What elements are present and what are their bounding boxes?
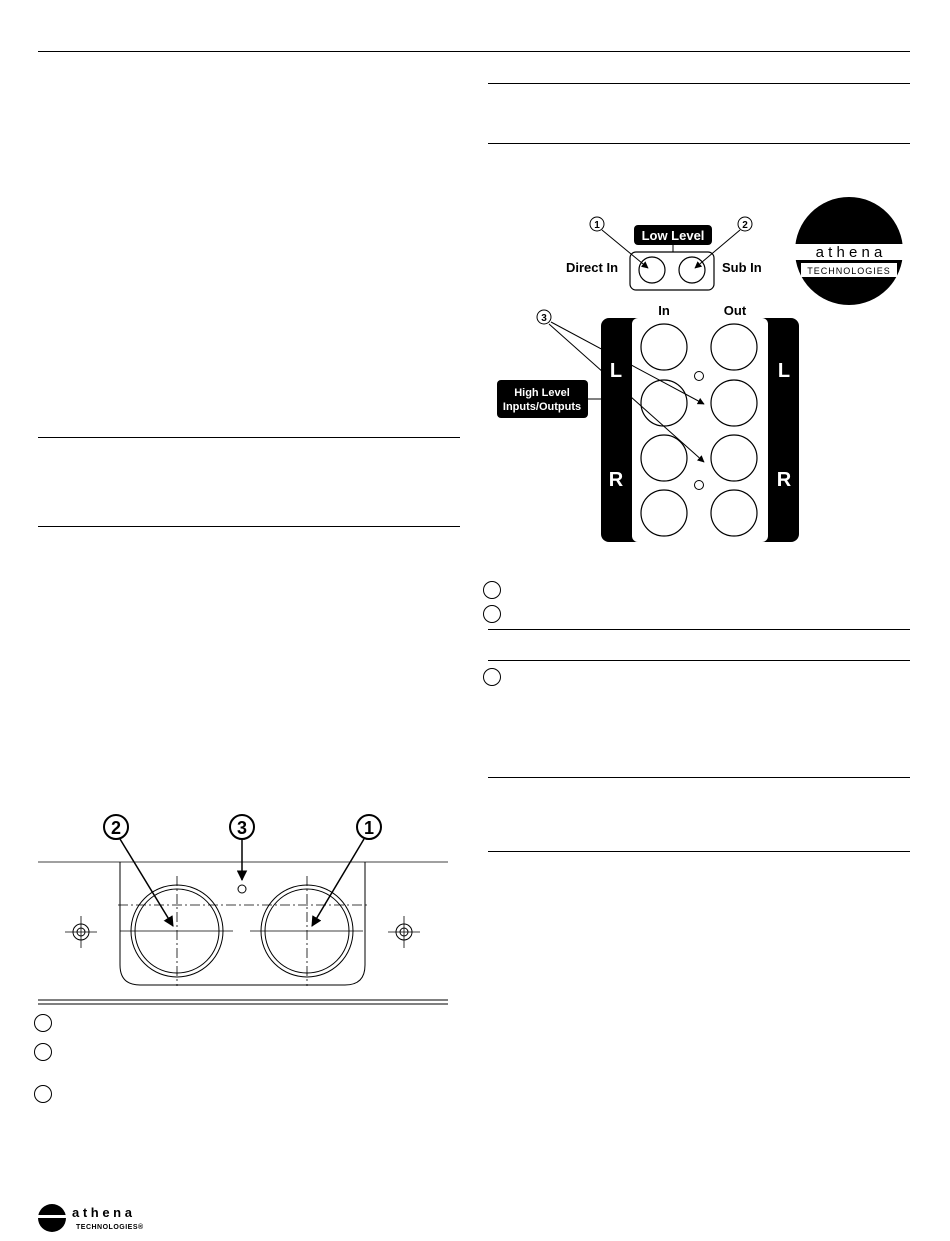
- jack-L-in-1: [641, 324, 687, 370]
- jack-L-out-2: [711, 380, 757, 426]
- out-label: Out: [723, 303, 747, 318]
- right-rule-2: [488, 143, 910, 144]
- front-indicator: [238, 885, 246, 893]
- footer-athena-logo: [38, 1200, 158, 1236]
- right-marker-2: [483, 605, 501, 623]
- right-rule-1: [488, 83, 910, 84]
- callout-3-top: 3: [541, 313, 547, 324]
- in-label: In: [658, 303, 670, 318]
- right-R-label: R: [776, 469, 792, 491]
- left-R-label: R: [608, 469, 624, 491]
- logo-letters: a t h e n a: [815, 244, 883, 261]
- left-rule-1: [38, 437, 460, 438]
- callout-3-bottom: 3: [236, 818, 248, 838]
- right-rule-6: [488, 851, 910, 852]
- front-panel-diagram: [38, 810, 458, 1010]
- left-marker-1: [34, 1014, 52, 1032]
- direct-in-jack: [639, 257, 665, 283]
- right-rule-5: [488, 777, 910, 778]
- high-level-label-2: Inputs/Outputs: [502, 401, 582, 413]
- left-marker-2: [34, 1043, 52, 1061]
- logo-technologies: TECHNOLOGIES: [807, 266, 891, 276]
- right-L-label: L: [777, 360, 791, 382]
- right-marker-3: [483, 668, 501, 686]
- low-level-jack-box: [630, 252, 714, 290]
- callout-2-bottom: 2: [110, 818, 122, 838]
- high-level-label-1: High Level: [514, 387, 570, 399]
- low-level-label: Low Level: [641, 228, 705, 243]
- front-panel-recess: [120, 862, 365, 985]
- callout-1-top: 1: [594, 220, 600, 231]
- sub-in-jack: [679, 257, 705, 283]
- indicator-R: [695, 481, 704, 490]
- direct-in-label: Direct In: [566, 260, 619, 275]
- right-rule-4: [488, 660, 910, 661]
- callout-1-bottom: 1: [363, 818, 375, 838]
- right-rule-3: [488, 629, 910, 630]
- callout-2-top: 2: [742, 220, 748, 231]
- jack-R-out-1: [711, 435, 757, 481]
- footer-brand: a t h e n a: [72, 1205, 132, 1220]
- jack-R-in-1: [641, 435, 687, 481]
- header-rule: [38, 51, 910, 52]
- athena-logo: [795, 197, 905, 307]
- left-marker-3: [34, 1085, 52, 1103]
- sub-in-label: Sub In: [722, 260, 762, 275]
- left-rule-2: [38, 526, 460, 527]
- jack-L-in-2: [641, 380, 687, 426]
- left-L-label: L: [609, 360, 623, 382]
- jack-R-out-2: [711, 490, 757, 536]
- jack-R-in-2: [641, 490, 687, 536]
- indicator-L: [695, 372, 704, 381]
- jack-L-out-1: [711, 324, 757, 370]
- footer-technologies: TECHNOLOGIES®: [76, 1224, 144, 1231]
- right-marker-1: [483, 581, 501, 599]
